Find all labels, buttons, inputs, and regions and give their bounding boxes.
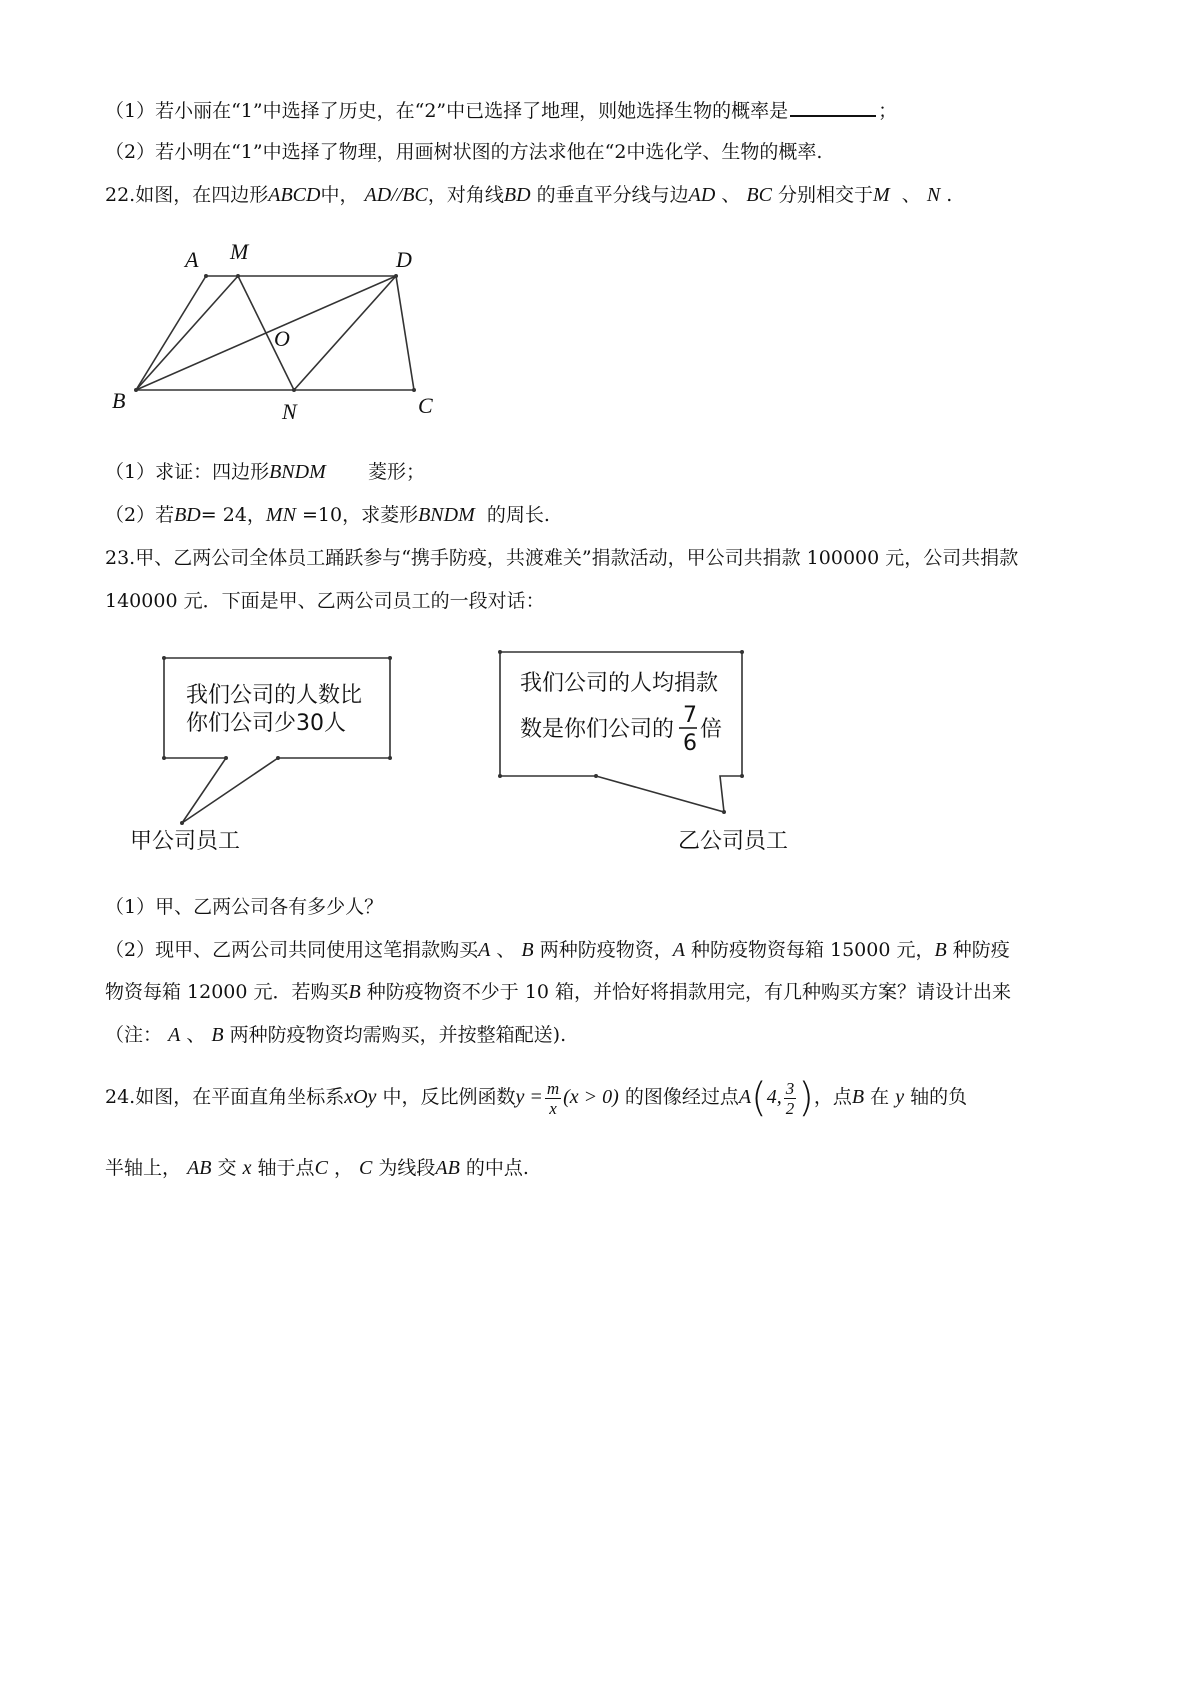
math-eq-10: =10 — [301, 504, 343, 526]
q22-part2-text: （2）若 — [105, 504, 175, 526]
math-a: A — [478, 939, 491, 961]
math-bndm: BNDM — [269, 461, 326, 483]
q24-text: ， — [333, 1157, 353, 1179]
bubble-right-line1: 我们公司的人均捐款 — [520, 671, 719, 696]
q22-text: 如图，在四边形 — [135, 184, 269, 206]
math-bd: BD — [503, 184, 531, 206]
math-fraction-3-over-2 — [784, 1079, 797, 1118]
frac-denominator: x — [549, 1098, 557, 1118]
q24-text: 中，反比例函数 — [382, 1086, 516, 1108]
bubble-left-line1: 我们公司的人数比 — [186, 683, 363, 708]
q23-part2-line2 — [105, 979, 1011, 1005]
q23-text: 种防疫物资不少于 10 箱，并恰好将捐款用完，有几种购买方案？请设计出来 — [366, 981, 1012, 1003]
math-fraction-m-over-x — [545, 1079, 561, 1118]
answer-blank[interactable] — [790, 97, 876, 117]
math-ab: AB — [435, 1157, 460, 1179]
q23-text: 物资每箱 12000 元．若购买 — [105, 981, 349, 1003]
q22-sep: 、 — [721, 184, 741, 206]
caption-company-a: 甲公司员工 — [130, 829, 241, 854]
math-point-b: B — [851, 1086, 865, 1108]
q21-part1 — [105, 97, 897, 124]
segment-ab — [136, 276, 206, 390]
math-a: A — [168, 1024, 181, 1046]
q24-text: 交 — [217, 1157, 237, 1179]
label-m: M — [230, 239, 249, 264]
left-paren: ( — [751, 1075, 767, 1121]
q22-part2 — [105, 502, 550, 528]
math-bd: BD — [174, 504, 201, 526]
q21-part1-text: （1）若小丽在“1”中选择了历史，在“2”中已选择了地理，则她选择生物的概率是 — [105, 100, 789, 122]
q23-text: 两种防疫物资， — [539, 939, 673, 961]
q23-text: （2）现甲、乙两公司共同使用这笔捐款购买 — [105, 939, 479, 961]
q23-text: 种防疫物资每箱 15000 元， — [690, 939, 935, 961]
q22-end: . — [946, 184, 953, 206]
segment-bm — [136, 276, 238, 390]
q22-part1-text: （1）求证：四边形 — [105, 461, 270, 483]
q24-text: ，点 — [813, 1086, 852, 1108]
q24-text: 半轴上， — [105, 1157, 182, 1179]
math-point-a: A — [738, 1086, 752, 1108]
q22-number: 22. — [105, 184, 136, 206]
math-n: N — [926, 184, 941, 206]
math-y-axis: y — [895, 1086, 905, 1108]
math-m: M — [873, 184, 890, 206]
math-ad-parallel-bc: AD//BC — [364, 184, 428, 206]
quadrilateral-figure — [100, 235, 460, 435]
math-bc: BC — [746, 184, 772, 206]
math-mn: MN — [265, 504, 296, 526]
math-bndm: BNDM — [418, 504, 475, 526]
q23-text: 两种防疫物资均需购买，并按整箱配送). — [229, 1024, 567, 1046]
bubble-right-end: 倍 — [700, 717, 723, 742]
math-b: B — [934, 939, 947, 961]
caption-company-b: 乙公司员工 — [678, 829, 789, 854]
q22-sep: 、 — [901, 184, 921, 206]
math-xoy: xOy — [344, 1086, 377, 1108]
math-domain: (x > 0) — [563, 1086, 619, 1108]
label-b: B — [112, 388, 126, 413]
math-point-c: C — [314, 1157, 328, 1179]
q22-text: 中， — [320, 184, 359, 206]
q22-part2-text: ，求菱形 — [342, 504, 419, 526]
math-a: A — [672, 939, 685, 961]
q23-part2-line1 — [105, 937, 1010, 963]
bubble-right-frac-num: 7 — [683, 703, 697, 728]
q24-text: 为线段 — [378, 1157, 436, 1179]
q24-stem-line2 — [105, 1155, 529, 1181]
math-b: B — [348, 981, 361, 1003]
q22-text: 的垂直平分线与边 — [536, 184, 689, 206]
q24-text: 轴的负 — [910, 1086, 968, 1108]
math-b: B — [211, 1024, 224, 1046]
label-d: D — [396, 247, 412, 272]
q23-sep: 、 — [496, 939, 516, 961]
math-coord-x: 4, — [766, 1086, 782, 1108]
q22-stem — [105, 182, 952, 208]
q22-part2-end: 的周长. — [486, 504, 550, 526]
math-point-c: C — [359, 1157, 373, 1179]
label-n: N — [282, 399, 297, 424]
math-abcd: ABCD — [268, 184, 321, 206]
frac-denominator: 2 — [785, 1098, 795, 1118]
q23-stem-line1: 23.甲、乙两公司全体员工踊跃参与“携手防疫，共渡难关”捐款活动，甲公司共捐款 100000 元，公司共捐款 — [105, 547, 1019, 569]
q23-part2-note — [105, 1022, 566, 1048]
frac-numerator: m — [546, 1078, 560, 1098]
q23-text: 种防疫 — [952, 939, 1010, 961]
q23-part1: （1）甲、乙两公司各有多少人？ — [105, 896, 384, 918]
q21-part2: （2）若小明在“1”中选择了物理，用画树状图的方法求他在“2中选化学、生物的概率. — [105, 141, 823, 163]
q24-stem-line1 — [105, 1074, 967, 1124]
q24-text: 轴于点 — [257, 1157, 315, 1179]
frac-numerator: 3 — [785, 1078, 795, 1098]
label-o: O — [274, 326, 290, 351]
dialogue-figure — [120, 650, 820, 860]
math-eq-24: = 24 — [200, 504, 247, 526]
q24-text: 的图像经过点 — [624, 1086, 739, 1108]
q23-stem-line2: 140000 元．下面是甲、乙两公司员工的一段对话： — [105, 590, 545, 612]
q21-part1-end: ； — [878, 100, 898, 122]
q22-comma: ， — [246, 504, 266, 526]
math-ab: AB — [187, 1157, 212, 1179]
q22-text: 分别相交于 — [778, 184, 874, 206]
q23-sep: 、 — [186, 1024, 206, 1046]
label-c: C — [418, 393, 433, 418]
math-ad: AD — [688, 184, 716, 206]
math-b: B — [521, 939, 534, 961]
q24-text: 24.如图，在平面直角坐标系 — [105, 1086, 345, 1108]
label-a: A — [185, 247, 199, 272]
q22-part1-end: 菱形； — [368, 461, 426, 483]
bubble-right-frac-den: 6 — [683, 731, 697, 756]
q22-text: ，对角线 — [427, 184, 504, 206]
q22-part1 — [105, 459, 425, 485]
q23-text: （注： — [105, 1024, 163, 1046]
segment-nd — [294, 276, 396, 390]
bubble-right-line2: 数是你们公司的 — [520, 717, 675, 742]
math-x-axis: x — [242, 1157, 252, 1179]
q24-text: 在 — [870, 1086, 890, 1108]
math-y-eq: y = — [515, 1086, 543, 1108]
q24-text: 的中点. — [465, 1157, 529, 1179]
bubble-left-line2: 你们公司少30人 — [186, 711, 346, 736]
right-paren: ) — [798, 1075, 814, 1121]
segment-dc — [396, 276, 414, 390]
